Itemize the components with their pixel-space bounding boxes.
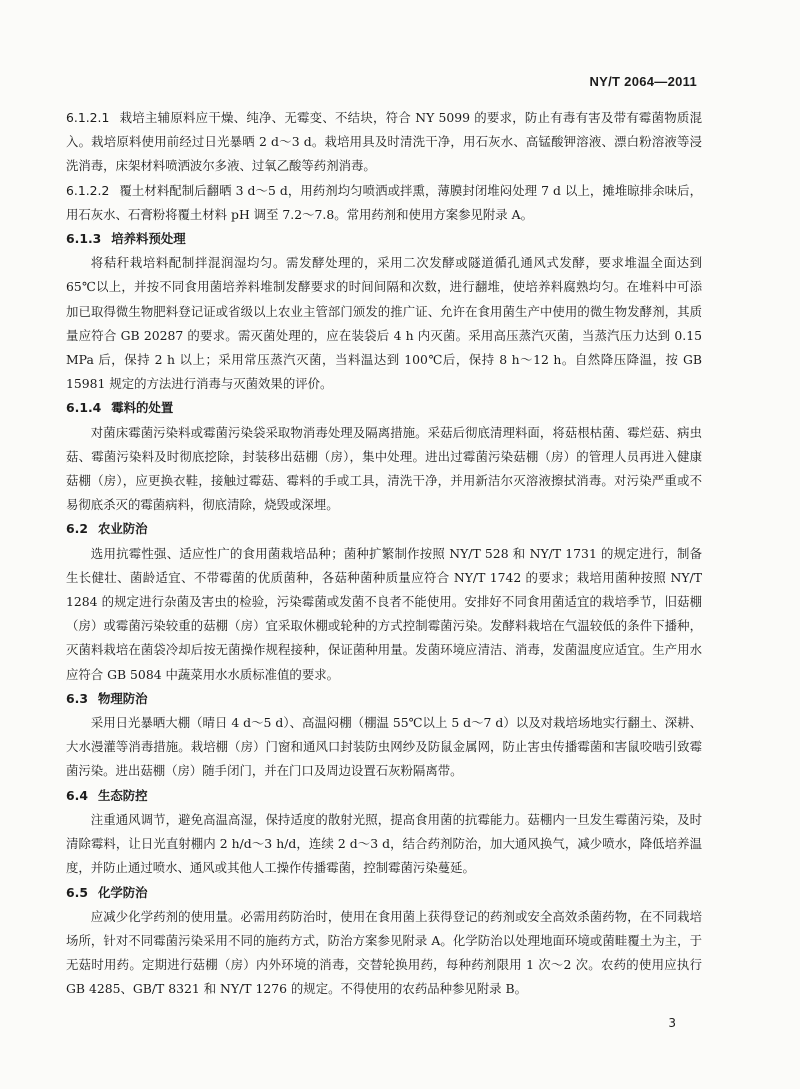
section-paragraph: 应减少化学药剂的使用量。必需用药防治时，使用在食用菌上获得登记的药剂或安全高效杀菌药物，在不同栽培场所，针对不同霉菌污染采用不同的施药方式，防治方案参见附录 A。化学防治以处理地面环境或菌畦覆土为主，于无菇时用药。定期进行菇棚（房）内外环境的消毒，交替轮换用药，每种药剂限用 1 次～2 次。农药的使用应执行 GB 4285、GB/T 8321 和 NY/T 1276 的规定。不得使用的农药品种参见附录 B。 bbox=[66, 908, 702, 997]
section-title: 培养料预处理 bbox=[111, 231, 186, 247]
document-body bbox=[66, 106, 702, 1002]
section-paragraph: 采用日光暴晒大棚（晴日 4 d～5 d）、高温闷棚（棚温 55℃以上 5 d～7 d）以及对栽培场地实行翻土、深耕、大水漫灌等消毒措施。栽培棚（房）门窗和通风口封装防虫网纱及防鼠金属网，防止害虫传播霉菌和害鼠咬啮引致霉菌污染。进出菇棚（房）随手闭门，并在门口及周边设置石灰粉隔离带。 bbox=[66, 715, 702, 779]
clause-text: 覆土材料配制后翻晒 3 d～5 d，用药剂均匀喷洒或拌熏，薄膜封闭堆闷处理 7 d 以上，摊堆晾排余味后，用石灰水、石膏粉将覆土材料 pH 调至 7.2～7.8。常用药剂和使用方案参见附录 A。 bbox=[66, 182, 702, 222]
section-heading-6-1-3 bbox=[66, 227, 702, 251]
section-heading-6-3 bbox=[66, 687, 702, 711]
clause-6-1-2-1 bbox=[66, 106, 702, 179]
section-heading-6-1-4 bbox=[66, 396, 702, 420]
clause-number: 6.1.2.2 bbox=[66, 182, 110, 198]
clause-number: 6.1.2.1 bbox=[66, 110, 110, 125]
section-title: 霉料的处置 bbox=[111, 400, 174, 416]
page-number: 3 bbox=[668, 1016, 676, 1030]
standard-number-header: NY/T 2064—2011 bbox=[589, 74, 697, 89]
section-paragraph: 对菌床霉菌污染料或霉菌污染袋采取物消毒处理及隔离措施。采菇后彻底清理料面，将菇根枯菌、霉烂菇、病虫菇、霉菌污染料及时彻底挖除，封装移出菇棚（房），集中处理。进出过霉菌污染菇棚（房）的管理人员再进入健康菇棚（房），应更换衣鞋，接触过霉菇、霉料的手或工具，清洗干净，并用新洁尔灭溶液擦拭消毒。对污染严重或不易彻底杀灭的霉菌病料，彻底清除，烧毁或深埋。 bbox=[66, 424, 702, 513]
clause-text: 栽培主辅原料应干燥、纯净、无霉变、不结块，符合 NY 5099 的要求，防止有毒有害及带有霉菌物质混入。栽培原料使用前经过日光暴晒 2 d～3 d。栽培用具及时清洗干净，用石灰水、高锰酸钾溶液、漂白粉溶液等浸洗消毒，床架材料喷洒波尔多液、过氧乙酸等药剂消毒。 bbox=[66, 110, 702, 174]
section-number: 6.5 bbox=[66, 884, 88, 900]
section-title: 生态防控 bbox=[97, 787, 148, 803]
section-number: 6.1.4 bbox=[66, 400, 102, 416]
section-title: 化学防治 bbox=[97, 884, 148, 900]
section-number: 6.4 bbox=[66, 787, 88, 803]
section-heading-6-4 bbox=[66, 784, 702, 808]
section-heading-6-5 bbox=[66, 881, 702, 905]
clause-6-1-2-2 bbox=[66, 179, 702, 227]
section-title: 物理防治 bbox=[97, 690, 148, 706]
section-number: 6.2 bbox=[66, 521, 88, 537]
section-number: 6.3 bbox=[66, 690, 88, 706]
section-paragraph: 将秸秆栽培料配制拌混润湿均匀。需发酵处理的，采用二次发酵或隧道循孔通风式发酵，要求堆温全面达到 65℃以上，并按不同食用菌培养料堆制发酵要求的时间间隔和次数，进行翻堆，使培养料腐熟均匀。在堆料中可添加已取得微生物肥料登记证或省级以上农业主管部门颁发的推广证、允许在食用菌生产中使用的微生物发酵剂，其质量应符合 GB 20287 的要求。需灭菌处理的，应在装袋后 4 h 内灭菌。采用高压蒸汽灭菌，当蒸汽压力达到 0.15 MPa 后，保持 2 h 以上；采用常压蒸汽灭菌，当料温达到 100℃后，保持 8 h～12 h。自然降压降温，按 GB 15981 规定的方法进行消毒与灭菌效果的评价。 bbox=[66, 255, 702, 392]
section-heading-6-2 bbox=[66, 517, 702, 541]
section-paragraph: 选用抗霉性强、适应性广的食用菌栽培品种；菌种扩繁制作按照 NY/T 528 和 NY/T 1731 的规定进行，制备生长健壮、菌龄适宜、不带霉菌的优质菌种，各菇种菌种质量应符合 NY/T 1742 的要求；栽培用菌种按照 NY/T 1284 的规定进行杂菌及害虫的检验，污染霉菌或发菌不良者不能使用。安排好不同食用菌适宜的栽培季节，旧菇棚（房）或霉菌污染较重的菇棚（房）宜采取休棚或轮种的方式控制霉菌污染。发酵料栽培在气温较低的条件下播种，灭菌料栽培在菌袋冷却后按无菌操作规程接种，保证菌种用量。发菌环境应清洁、消毒，发菌温度应适宜。生产用水应符合 GB 5084 中蔬菜用水水质标准值的要求。 bbox=[66, 545, 702, 682]
section-title: 农业防治 bbox=[97, 521, 148, 537]
section-paragraph: 注重通风调节，避免高温高湿，保持适度的散射光照，提高食用菌的抗霉能力。菇棚内一旦发生霉菌污染，及时清除霉料，让日光直射棚内 2 h/d～3 h/d，连续 2 d～3 d，结合药剂防治，加大通风换气，减少喷水，降低培养温度，并防止通过喷水、通风或其他人工操作传播霉菌，控制霉菌污染蔓延。 bbox=[66, 811, 702, 876]
section-number: 6.1.3 bbox=[66, 231, 102, 247]
